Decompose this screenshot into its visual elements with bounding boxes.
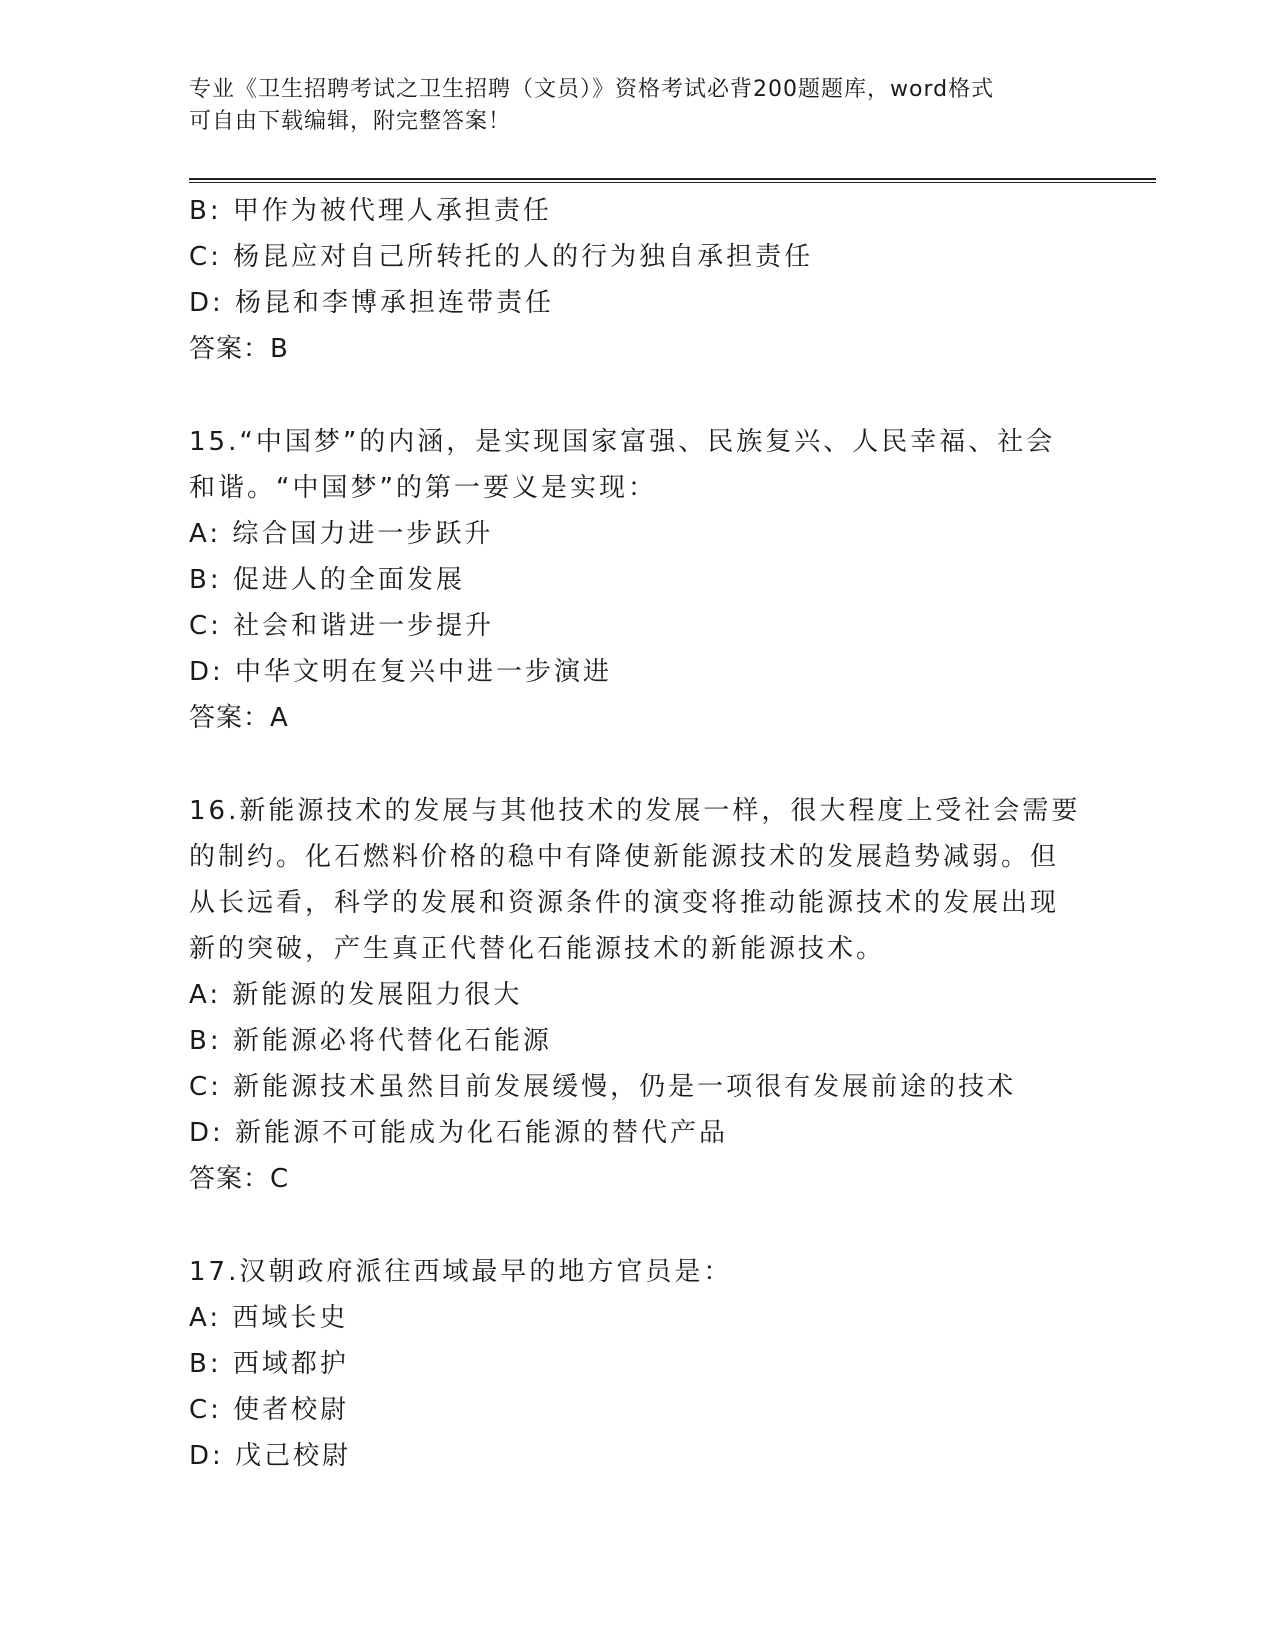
- option-a: A: 西域长史: [189, 1303, 349, 1333]
- header-line-2: 可自由下载编辑，附完整答案！: [189, 109, 512, 134]
- option-b: B: 西域都护: [189, 1349, 349, 1379]
- option-a: A: 新能源的发展阻力很大: [189, 980, 523, 1010]
- option-b: B: 新能源必将代替化石能源: [189, 1026, 552, 1056]
- question-17: [189, 1249, 1089, 1479]
- question-14-continued: [189, 188, 1089, 372]
- option-b: B: 甲作为被代理人承担责任: [189, 196, 552, 226]
- option-b: B: 促进人的全面发展: [189, 565, 465, 595]
- answer-line: 答案：A: [189, 703, 289, 733]
- answer-line: 答案：C: [189, 1164, 290, 1194]
- question-stem-line: 的制约。化石燃料价格的稳中有降使新能源技术的发展趋势减弱。但: [189, 842, 1060, 872]
- option-d: D: 杨昆和李博承担连带责任: [189, 288, 555, 318]
- option-d: D: 中华文明在复兴中进一步演进: [189, 657, 613, 687]
- option-c: C: 新能源技术虽然目前发展缓慢，仍是一项很有发展前途的技术: [189, 1072, 1017, 1102]
- option-a: A: 综合国力进一步跃升: [189, 519, 494, 549]
- option-c: C: 社会和谐进一步提升: [189, 611, 495, 641]
- question-list: [189, 188, 1089, 1479]
- question-15: [189, 419, 1089, 741]
- question-stem-line: 15.“中国梦”的内涵，是实现国家富强、民族复兴、人民幸福、社会: [189, 427, 1056, 457]
- option-d: D: 戊己校尉: [189, 1441, 352, 1471]
- question-stem-line: 17.汉朝政府派往西域最早的地方官员是：: [189, 1257, 733, 1287]
- question-stem-line: 从长远看，科学的发展和资源条件的演变将推动能源技术的发展出现: [189, 888, 1060, 918]
- question-16: [189, 788, 1089, 1202]
- option-c: C: 杨昆应对自己所转托的人的行为独自承担责任: [189, 242, 814, 272]
- header-line-1: 专业《卫生招聘考试之卫生招聘（文员）》资格考试必背200题题库，word格式: [189, 77, 995, 102]
- question-stem-line: 新的突破，产生真正代替化石能源技术的新能源技术。: [189, 934, 886, 964]
- question-stem-line: 和谐。“中国梦”的第一要义是实现：: [189, 473, 657, 503]
- option-c: C: 使者校尉: [189, 1395, 350, 1425]
- answer-line: 答案：B: [189, 334, 289, 364]
- question-stem-line: 16.新能源技术的发展与其他技术的发展一样，很大程度上受社会需要: [189, 796, 1081, 826]
- header-divider: [189, 178, 1156, 183]
- option-d: D: 新能源不可能成为化石能源的替代产品: [189, 1118, 729, 1148]
- page-header: [189, 74, 1089, 138]
